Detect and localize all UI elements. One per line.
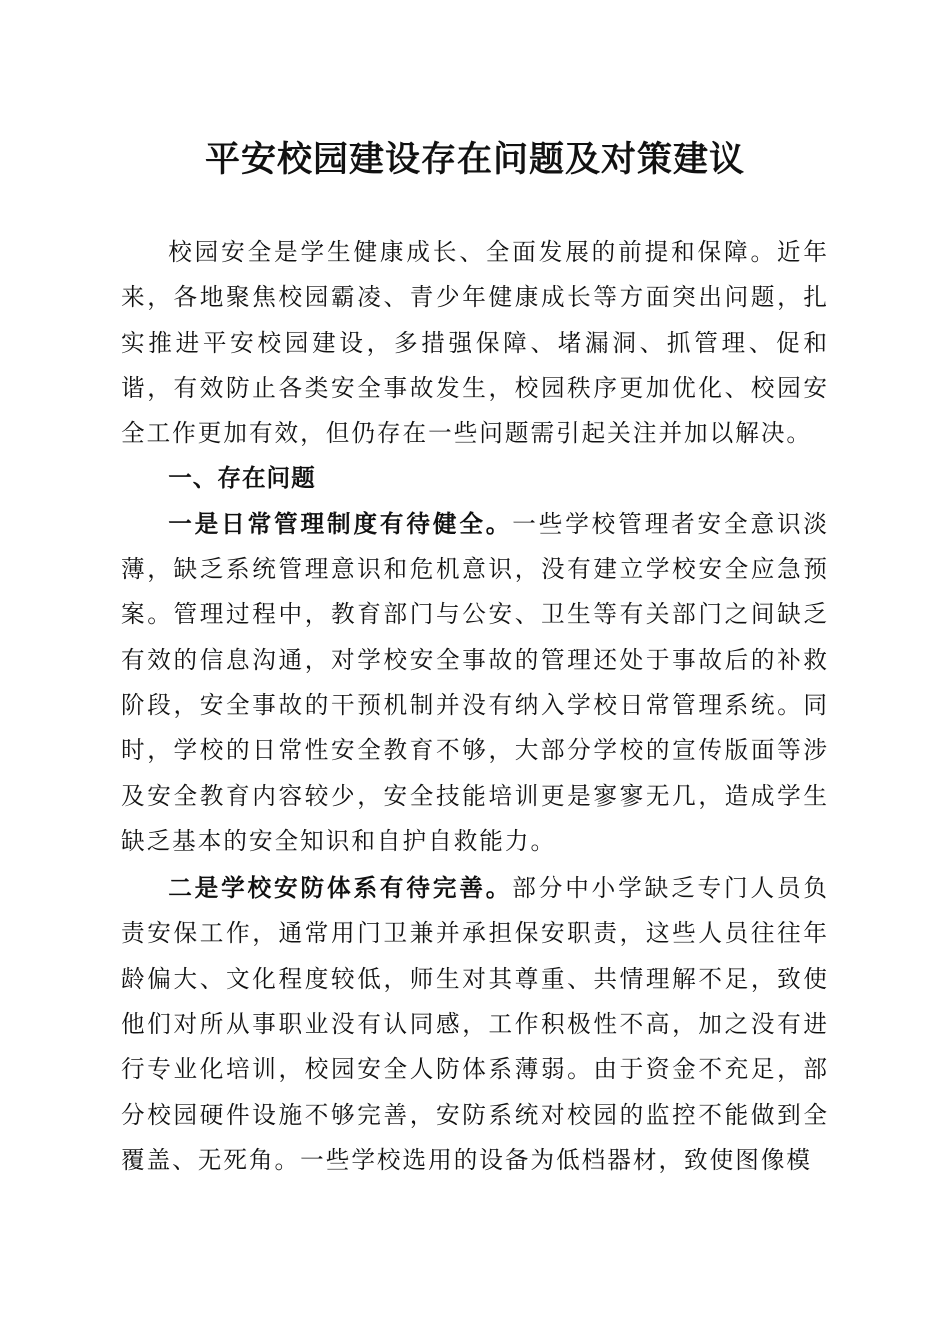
point-1-lead: 一是日常管理制度有待健全。 bbox=[168, 509, 513, 538]
point-2-lead: 二是学校安防体系有待完善。 bbox=[168, 874, 513, 903]
problem-point-2 bbox=[121, 866, 829, 1183]
intro-paragraph: 校园安全是学生健康成长、全面发展的前提和保障。近年来，各地聚焦校园霸凌、青少年健康成长等方面突出问题，扎实推进平安校园建设，多措强保障、堵漏洞、抓管理、促和谐，有效防止各类安全事故发生，校园秩序更加优化、校园安全工作更加有效，但仍存在一些问题需引起关注并加以解决。 bbox=[121, 238, 829, 448]
point-2-text: 部分中小学缺乏专门人员负责安保工作，通常用门卫兼并承担保安职责，这些人员往往年龄偏大、文化程度较低，师生对其尊重、共情理解不足，致使他们对所从事职业没有认同感，工作积极性不高，加之没有进行专业化培训，校园安全人防体系薄弱。由于资金不充足，部分校园硬件设施不够完善，安防系统对校园的监控不能做到全覆盖、无死角。一些学校选用的设备为低档器材，致使图像模 bbox=[121, 874, 830, 1174]
document-title: 平安校园建设存在问题及对策建议 bbox=[204, 139, 745, 180]
problem-point-1 bbox=[121, 502, 829, 864]
document-body bbox=[121, 230, 829, 1183]
section-heading-problems: 一、存在问题 bbox=[168, 464, 316, 493]
point-1-text: 一些学校管理者安全意识淡薄，缺乏系统管理意识和危机意识，没有建立学校安全应急预案。管理过程中，教育部门与公安、卫生等有关部门之间缺乏有效的信息沟通，对学校安全事故的管理还处于事故后的补救阶段，安全事故的干预机制并没有纳入学校日常管理系统。同时，学校的日常性安全教育不够，大部分学校的宣传版面等涉及安全教育内容较少，安全技能培训更是寥寥无几，造成学生缺乏基本的安全知识和自护自救能力。 bbox=[121, 509, 830, 855]
